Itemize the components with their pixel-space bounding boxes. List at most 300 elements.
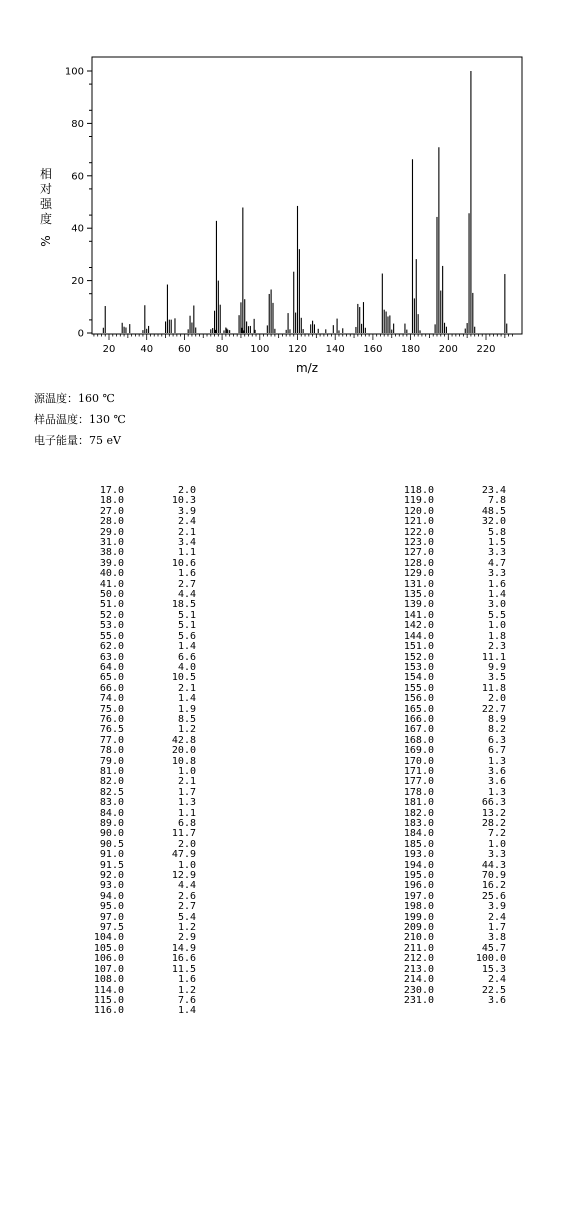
peak-row [68, 829, 196, 839]
peak-mz: 91.5 [99, 859, 124, 871]
peak-abundance: 1.4 [177, 641, 196, 653]
peak-abundance: 18.5 [171, 599, 196, 611]
peak-mz: 197.0 [403, 890, 434, 902]
peak-mz: 76.0 [99, 713, 124, 725]
peak-abundance: 10.5 [171, 672, 196, 684]
peak-abundance: 100.0 [475, 953, 506, 965]
peak-table-left [68, 486, 196, 1017]
peak-abundance: 3.6 [487, 776, 506, 788]
peak-mz: 107.0 [93, 963, 124, 975]
peak-abundance: 1.9 [177, 703, 196, 715]
peak-mz: 185.0 [403, 838, 434, 850]
peak-mz: 31.0 [99, 537, 124, 549]
y-tick-label: 80 [71, 118, 84, 130]
peak-abundance: 15.3 [481, 963, 506, 975]
peak-mz: 156.0 [403, 693, 434, 705]
peak-mz: 142.0 [403, 620, 434, 632]
peak-abundance: 2.6 [177, 890, 196, 902]
peak-abundance: 2.0 [177, 838, 196, 850]
peak-mz: 79.0 [99, 755, 124, 767]
peak-abundance: 23.4 [481, 485, 506, 496]
peak-row [378, 538, 506, 548]
peak-row [378, 819, 506, 829]
peak-abundance: 4.4 [177, 880, 196, 892]
peak-mz: 97.0 [99, 911, 124, 923]
sample-temperature: 样品温度：130 ℃ [34, 413, 126, 426]
peak-abundance: 3.8 [487, 932, 506, 944]
peak-mz: 97.5 [99, 922, 124, 934]
peak-mz: 104.0 [93, 932, 124, 944]
peak-abundance: 1.6 [487, 578, 506, 590]
peak-row [68, 642, 196, 652]
peak-mz: 214.0 [403, 974, 434, 986]
peak-mz: 122.0 [403, 526, 434, 538]
peak-abundance: 5.1 [177, 609, 196, 621]
peak-abundance: 3.3 [487, 547, 506, 559]
peak-abundance: 4.4 [177, 589, 196, 601]
peak-row [68, 580, 196, 590]
peak-mz: 105.0 [93, 942, 124, 954]
peak-mz: 135.0 [403, 589, 434, 601]
peak-row [68, 965, 196, 975]
peak-row [68, 923, 196, 933]
peak-mz: 120.0 [403, 505, 434, 517]
peak-abundance: 6.6 [177, 651, 196, 663]
peak-row [68, 788, 196, 798]
x-tick-label: 140 [325, 344, 345, 355]
peak-abundance: 3.9 [487, 901, 506, 913]
peak-abundance: 3.9 [177, 505, 196, 517]
peak-abundance: 6.8 [177, 818, 196, 829]
peak-abundance: 1.0 [177, 765, 196, 777]
peak-abundance: 8.9 [487, 713, 506, 725]
peak-abundance: 48.5 [481, 505, 506, 517]
peak-abundance: 12.9 [171, 870, 196, 882]
peak-mz: 114.0 [93, 984, 124, 996]
y-tick-label: 20 [71, 276, 84, 288]
peak-abundance: 2.0 [177, 485, 196, 496]
peak-abundance: 7.8 [487, 495, 506, 507]
peak-mz: 213.0 [403, 963, 434, 975]
peak-mz: 152.0 [403, 651, 434, 663]
peak-mz: 51.0 [99, 599, 124, 611]
peak-row [68, 621, 196, 631]
peak-mz: 63.0 [99, 651, 124, 663]
peak-row [378, 965, 506, 975]
peak-row [68, 902, 196, 912]
peak-row [378, 757, 506, 767]
peak-mz: 90.0 [99, 828, 124, 840]
x-tick-label: 220 [476, 344, 496, 355]
peak-row [378, 840, 506, 850]
y-label-char: 对 [39, 182, 53, 196]
peak-abundance: 2.7 [177, 578, 196, 590]
mass-spectrum-chart [0, 0, 570, 380]
peak-mz: 17.0 [99, 485, 124, 496]
peak-abundance: 1.2 [177, 984, 196, 996]
peak-abundance: 28.2 [481, 818, 506, 829]
peak-abundance: 10.3 [171, 495, 196, 507]
peak-mz: 212.0 [403, 953, 434, 965]
peak-abundance: 2.4 [177, 516, 196, 528]
x-tick-label: 40 [140, 344, 154, 355]
x-tick-label: 20 [102, 344, 116, 355]
peak-table-right [378, 486, 506, 1006]
peak-abundance: 7.6 [177, 994, 196, 1006]
peak-abundance: 11.7 [171, 828, 196, 840]
peak-row [378, 694, 506, 704]
peak-abundance: 3.0 [487, 599, 506, 611]
peak-abundance: 1.7 [177, 786, 196, 798]
peak-abundance: 20.0 [171, 745, 196, 757]
peak-row [378, 684, 506, 694]
peak-mz: 78.0 [99, 745, 124, 757]
peak-mz: 41.0 [99, 578, 124, 590]
peak-abundance: 1.3 [487, 786, 506, 798]
x-tick-label: 160 [363, 344, 383, 355]
peak-abundance: 1.3 [177, 797, 196, 809]
peak-mz: 64.0 [99, 661, 124, 673]
peak-mz: 84.0 [99, 807, 124, 819]
peak-abundance: 11.5 [171, 963, 196, 975]
peak-abundance: 3.5 [487, 672, 506, 684]
peak-row [378, 528, 506, 538]
peak-mz: 27.0 [99, 505, 124, 517]
peak-abundance: 16.2 [481, 880, 506, 892]
peak-row [378, 746, 506, 756]
peak-mz: 170.0 [403, 755, 434, 767]
peak-abundance: 8.2 [487, 724, 506, 736]
peak-abundance: 5.1 [177, 620, 196, 632]
peak-row [378, 902, 506, 912]
peak-mz: 155.0 [403, 682, 434, 694]
peak-row [378, 611, 506, 621]
electron-energy: 电子能量：75 eV [34, 434, 121, 447]
peak-mz: 28.0 [99, 516, 124, 528]
peak-row [68, 684, 196, 694]
peak-row [378, 517, 506, 527]
peak-abundance: 1.2 [177, 724, 196, 736]
peak-mz: 177.0 [403, 776, 434, 788]
y-axis-label [39, 166, 53, 247]
plot-frame [92, 57, 522, 334]
peak-row [378, 923, 506, 933]
peak-mz: 193.0 [403, 849, 434, 861]
peak-abundance: 1.1 [177, 547, 196, 559]
x-tick-label: 200 [438, 344, 458, 355]
peak-row [378, 986, 506, 996]
peak-row [378, 486, 506, 496]
peak-mz: 196.0 [403, 880, 434, 892]
peak-abundance: 16.6 [171, 953, 196, 965]
peak-mz: 166.0 [403, 713, 434, 725]
peak-abundance: 3.6 [487, 994, 506, 1006]
peak-abundance: 2.1 [177, 682, 196, 694]
peak-mz: 210.0 [403, 932, 434, 944]
peak-mz: 231.0 [403, 994, 434, 1006]
y-label-unit: % [39, 235, 53, 247]
peak-row [68, 881, 196, 891]
peak-abundance: 5.4 [177, 911, 196, 923]
peak-mz: 230.0 [403, 984, 434, 996]
peak-mz: 92.0 [99, 870, 124, 882]
peak-row [378, 892, 506, 902]
peak-row [378, 663, 506, 673]
peak-row [68, 850, 196, 860]
peak-row [378, 829, 506, 839]
peak-mz: 40.0 [99, 568, 124, 580]
peak-row [378, 621, 506, 631]
y-tick-label: 100 [64, 66, 84, 78]
x-tick-label: 60 [178, 344, 191, 355]
peak-abundance: 25.6 [481, 890, 506, 902]
peak-row [68, 798, 196, 808]
peak-row [68, 777, 196, 787]
peak-abundance: 45.7 [481, 942, 506, 954]
peak-mz: 123.0 [403, 537, 434, 549]
peak-mz: 94.0 [99, 890, 124, 902]
peak-row [68, 673, 196, 683]
peak-row [378, 590, 506, 600]
peak-mz: 82.0 [99, 776, 124, 788]
peak-row [68, 1006, 196, 1016]
peak-mz: 65.0 [99, 672, 124, 684]
peak-mz: 62.0 [99, 641, 124, 653]
peak-mz: 29.0 [99, 526, 124, 538]
y-label-char: 相 [39, 167, 53, 181]
peak-abundance: 1.5 [487, 537, 506, 549]
peak-abundance: 70.9 [481, 870, 506, 882]
peak-abundance: 1.8 [487, 630, 506, 642]
peak-abundance: 22.5 [481, 984, 506, 996]
peak-row [378, 996, 506, 1006]
peak-abundance: 5.6 [177, 630, 196, 642]
peak-abundance: 11.8 [481, 682, 506, 694]
peak-abundance: 1.4 [487, 589, 506, 601]
peak-row [378, 632, 506, 642]
peak-mz: 118.0 [403, 485, 434, 496]
peak-row [378, 705, 506, 715]
peak-abundance: 1.2 [177, 922, 196, 934]
x-tick-label: 80 [215, 344, 229, 355]
peak-row [68, 528, 196, 538]
peak-mz: 106.0 [93, 953, 124, 965]
peak-row [68, 871, 196, 881]
peak-mz: 82.5 [99, 786, 124, 798]
peak-mz: 127.0 [403, 547, 434, 559]
peak-row [378, 736, 506, 746]
peak-mz: 116.0 [93, 1005, 124, 1017]
peak-abundance: 9.9 [487, 661, 506, 673]
peak-abundance: 42.8 [171, 734, 196, 746]
peak-mz: 18.0 [99, 495, 124, 507]
x-tick-label: 100 [250, 344, 270, 355]
peak-abundance: 8.5 [177, 713, 196, 725]
peak-mz: 77.0 [99, 734, 124, 746]
source-temperature: 源温度：160 ℃ [34, 392, 115, 405]
peak-row [378, 777, 506, 787]
peak-row [68, 496, 196, 506]
peak-row [378, 642, 506, 652]
peak-row [68, 559, 196, 569]
peak-abundance: 1.0 [487, 620, 506, 632]
peak-mz: 39.0 [99, 557, 124, 569]
peak-abundance: 2.3 [487, 641, 506, 653]
peak-abundance: 32.0 [481, 516, 506, 528]
peak-row [68, 600, 196, 610]
peak-row [68, 975, 196, 985]
peak-mz: 182.0 [403, 807, 434, 819]
peak-mz: 93.0 [99, 880, 124, 892]
peak-mz: 108.0 [93, 974, 124, 986]
peak-abundance: 4.7 [487, 557, 506, 569]
peak-abundance: 5.5 [487, 609, 506, 621]
peak-mz: 211.0 [403, 942, 434, 954]
peak-row [68, 653, 196, 663]
peak-mz: 121.0 [403, 516, 434, 528]
peak-row [68, 986, 196, 996]
peak-mz: 76.5 [99, 724, 124, 736]
peak-row [378, 715, 506, 725]
y-label-char: 强 [39, 197, 53, 211]
peak-row [68, 809, 196, 819]
peak-abundance: 3.3 [487, 849, 506, 861]
peak-mz: 144.0 [403, 630, 434, 642]
peak-mz: 91.0 [99, 849, 124, 861]
peak-abundance: 7.2 [487, 828, 506, 840]
peak-row [378, 569, 506, 579]
peak-abundance: 3.3 [487, 568, 506, 580]
peak-abundance: 1.4 [177, 1005, 196, 1017]
peak-abundance: 1.6 [177, 974, 196, 986]
peak-mz: 153.0 [403, 661, 434, 673]
peak-mz: 131.0 [403, 578, 434, 590]
peak-mz: 139.0 [403, 599, 434, 611]
peak-mz: 50.0 [99, 589, 124, 601]
peak-mz: 141.0 [403, 609, 434, 621]
peak-row [68, 632, 196, 642]
peak-row [378, 767, 506, 777]
peak-abundance: 2.7 [177, 901, 196, 913]
peak-row [68, 996, 196, 1006]
peak-abundance: 3.6 [487, 765, 506, 777]
peak-mz: 89.0 [99, 818, 124, 829]
peak-mz: 66.0 [99, 682, 124, 694]
y-axis-ticks [65, 67, 92, 340]
peak-row [378, 548, 506, 558]
x-axis-ticks [94, 334, 512, 355]
x-tick-label: 120 [287, 344, 308, 355]
peak-mz: 38.0 [99, 547, 124, 559]
peak-abundance: 13.2 [481, 807, 506, 819]
y-tick-label: 40 [71, 223, 84, 235]
peak-abundance: 3.4 [177, 537, 196, 549]
peak-mz: 209.0 [403, 922, 434, 934]
peak-row [68, 767, 196, 777]
peak-mz: 154.0 [403, 672, 434, 684]
peak-mz: 129.0 [403, 568, 434, 580]
peak-mz: 75.0 [99, 703, 124, 715]
peak-mz: 171.0 [403, 765, 434, 777]
peak-row [378, 559, 506, 569]
peak-row [378, 653, 506, 663]
peak-abundance: 22.7 [481, 703, 506, 715]
peak-mz: 151.0 [403, 641, 434, 653]
peak-row [68, 569, 196, 579]
peak-abundance: 44.3 [481, 859, 506, 871]
peak-row [68, 715, 196, 725]
peak-row [68, 611, 196, 621]
peak-abundance: 4.0 [177, 661, 196, 673]
peak-mz: 115.0 [93, 994, 124, 1006]
peak-abundance: 1.0 [177, 859, 196, 871]
peak-mz: 53.0 [99, 620, 124, 632]
peak-row [68, 517, 196, 527]
peak-row [68, 746, 196, 756]
peak-mz: 169.0 [403, 745, 434, 757]
peak-abundance: 1.0 [487, 838, 506, 850]
peak-mz: 183.0 [403, 818, 434, 829]
peak-mz: 81.0 [99, 765, 124, 777]
y-label-char: 度 [39, 212, 53, 226]
peak-mz: 167.0 [403, 724, 434, 736]
peak-row [68, 892, 196, 902]
peak-mz: 95.0 [99, 901, 124, 913]
peak-row [68, 538, 196, 548]
peak-mz: 90.5 [99, 838, 124, 850]
peak-abundance: 47.9 [171, 849, 196, 861]
y-tick-label: 0 [77, 328, 84, 340]
peak-abundance: 2.9 [177, 932, 196, 944]
peak-mz: 165.0 [403, 703, 434, 715]
peak-row [378, 725, 506, 735]
peak-mz: 199.0 [403, 911, 434, 923]
peak-mz: 128.0 [403, 557, 434, 569]
peak-abundance: 2.4 [487, 974, 506, 986]
spectrum-peaks [103, 71, 506, 333]
peak-mz: 194.0 [403, 859, 434, 871]
peak-mz: 198.0 [403, 901, 434, 913]
peak-mz: 74.0 [99, 693, 124, 705]
peak-mz: 181.0 [403, 797, 434, 809]
peak-abundance: 1.7 [487, 922, 506, 934]
peak-abundance: 1.6 [177, 568, 196, 580]
peak-abundance: 66.3 [481, 797, 506, 809]
peak-row [68, 913, 196, 923]
peak-abundance: 11.1 [481, 651, 506, 663]
peak-row [378, 913, 506, 923]
peak-mz: 83.0 [99, 797, 124, 809]
peak-abundance: 2.0 [487, 693, 506, 705]
peak-mz: 184.0 [403, 828, 434, 840]
peak-abundance: 2.4 [487, 911, 506, 923]
peak-abundance: 1.3 [487, 755, 506, 767]
peak-row [378, 580, 506, 590]
peak-row [378, 600, 506, 610]
peak-abundance: 1.4 [177, 693, 196, 705]
peak-mz: 119.0 [403, 495, 434, 507]
peak-abundance: 2.1 [177, 776, 196, 788]
peak-row [378, 975, 506, 985]
x-tick-label: 180 [401, 344, 421, 355]
peak-abundance: 1.1 [177, 807, 196, 819]
peak-row [68, 705, 196, 715]
peak-abundance: 10.8 [171, 755, 196, 767]
peak-mz: 195.0 [403, 870, 434, 882]
peak-mz: 55.0 [99, 630, 124, 642]
peak-abundance: 2.1 [177, 526, 196, 538]
peak-abundance: 5.8 [487, 526, 506, 538]
